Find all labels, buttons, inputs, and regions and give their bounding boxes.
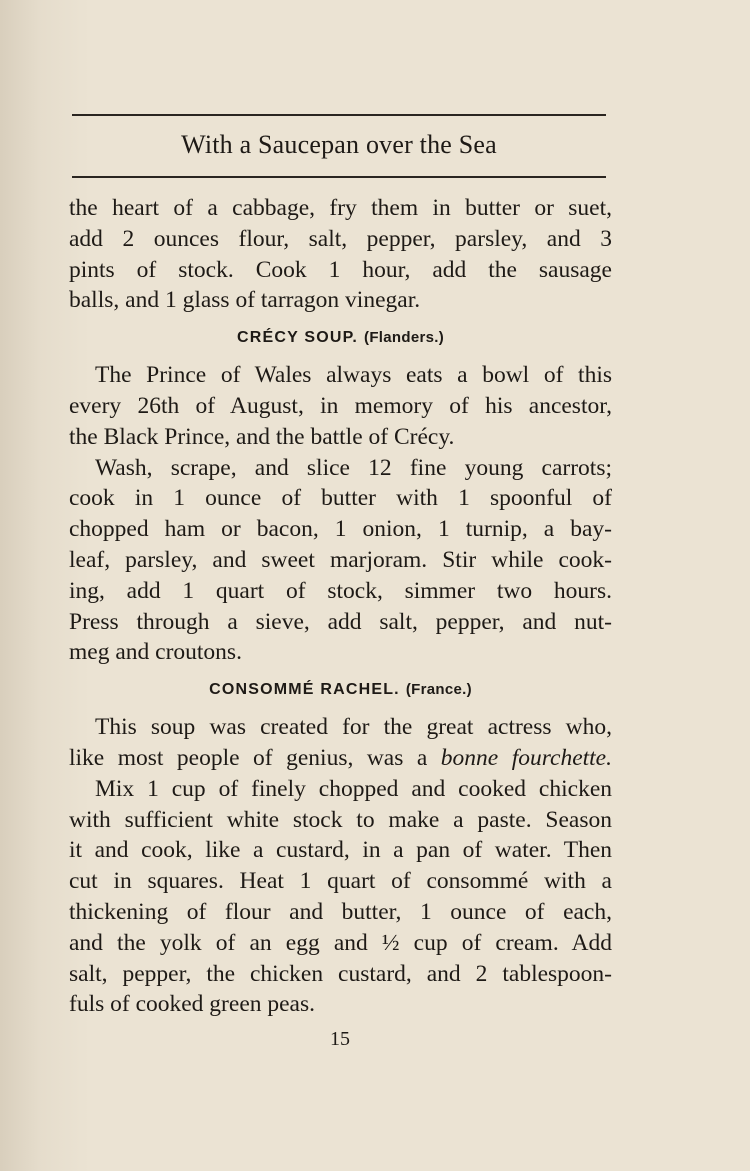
recipe-origin: (Flanders.): [364, 329, 445, 347]
text-line: and the yolk of an egg and ½ cup of cream. Add: [69, 929, 612, 956]
text-line: The Prince of Wales always eats a bowl of this: [95, 362, 612, 389]
text-line: cut in squares. Heat 1 quart of consommé with a: [69, 868, 612, 895]
text-line: ing, add 1 quart of stock, simmer two hours.: [69, 577, 612, 604]
text-line: it and cook, like a custard, in a pan of water. Then: [69, 837, 612, 864]
text-line: fuls of cooked green peas.: [69, 991, 316, 1018]
recipe-title: CRÉCY SOUP.: [236, 329, 359, 347]
italic-phrase: bonne fourchette.: [440, 744, 612, 771]
text-line: leaf, parsley, and sweet marjoram. Stir while cook-: [69, 546, 612, 573]
recipe-heading-crecy-soup: [69, 316, 612, 360]
recipe-origin: (France.): [405, 681, 472, 699]
text-line: meg and croutons.: [69, 639, 242, 666]
running-title: With a Saucepan over the Sea: [181, 130, 497, 159]
text-line: balls, and 1 glass of tarragon vinegar.: [69, 287, 421, 314]
text-line: Press through a sieve, add salt, pepper, and nut-: [69, 608, 612, 635]
text-line: every 26th of August, in memory of his ancestor,: [69, 392, 612, 419]
text-line: the Black Prince, and the battle of Crécy.: [69, 423, 455, 450]
header-rule-top: [72, 114, 606, 116]
page-body: [69, 193, 612, 1020]
text-line: [69, 743, 612, 774]
page-number: 15: [330, 1028, 350, 1050]
text-line: Mix 1 cup of finely chopped and cooked chicken: [95, 775, 612, 802]
text-line: thickening of flour and butter, 1 ounce of each,: [69, 898, 612, 925]
text-line: salt, pepper, the chicken custard, and 2 tablespoon-: [69, 960, 612, 987]
text-line: Wash, scrape, and slice 12 fine young carrots;: [95, 454, 612, 481]
text-line: This soup was created for the great actress who,: [95, 714, 612, 741]
header-rule-bottom: [72, 176, 606, 178]
text-line: chopped ham or bacon, 1 onion, 1 turnip, a bay-: [69, 516, 612, 543]
text-line: pints of stock. Cook 1 hour, add the sausage: [69, 256, 612, 283]
recipe-heading-consomme-rachel: [69, 668, 612, 712]
recipe-title: CONSOMMÉ RACHEL.: [209, 681, 400, 699]
text-line: add 2 ounces flour, salt, pepper, parsley, and 3: [69, 225, 612, 252]
text-line: the heart of a cabbage, fry them in butter or suet,: [69, 195, 612, 221]
text-line: with sufficient white stock to make a paste. Season: [69, 806, 612, 833]
text-line: cook in 1 ounce of butter with 1 spoonful of: [69, 485, 612, 512]
text-fragment: like most people of genius, was a: [69, 744, 441, 771]
